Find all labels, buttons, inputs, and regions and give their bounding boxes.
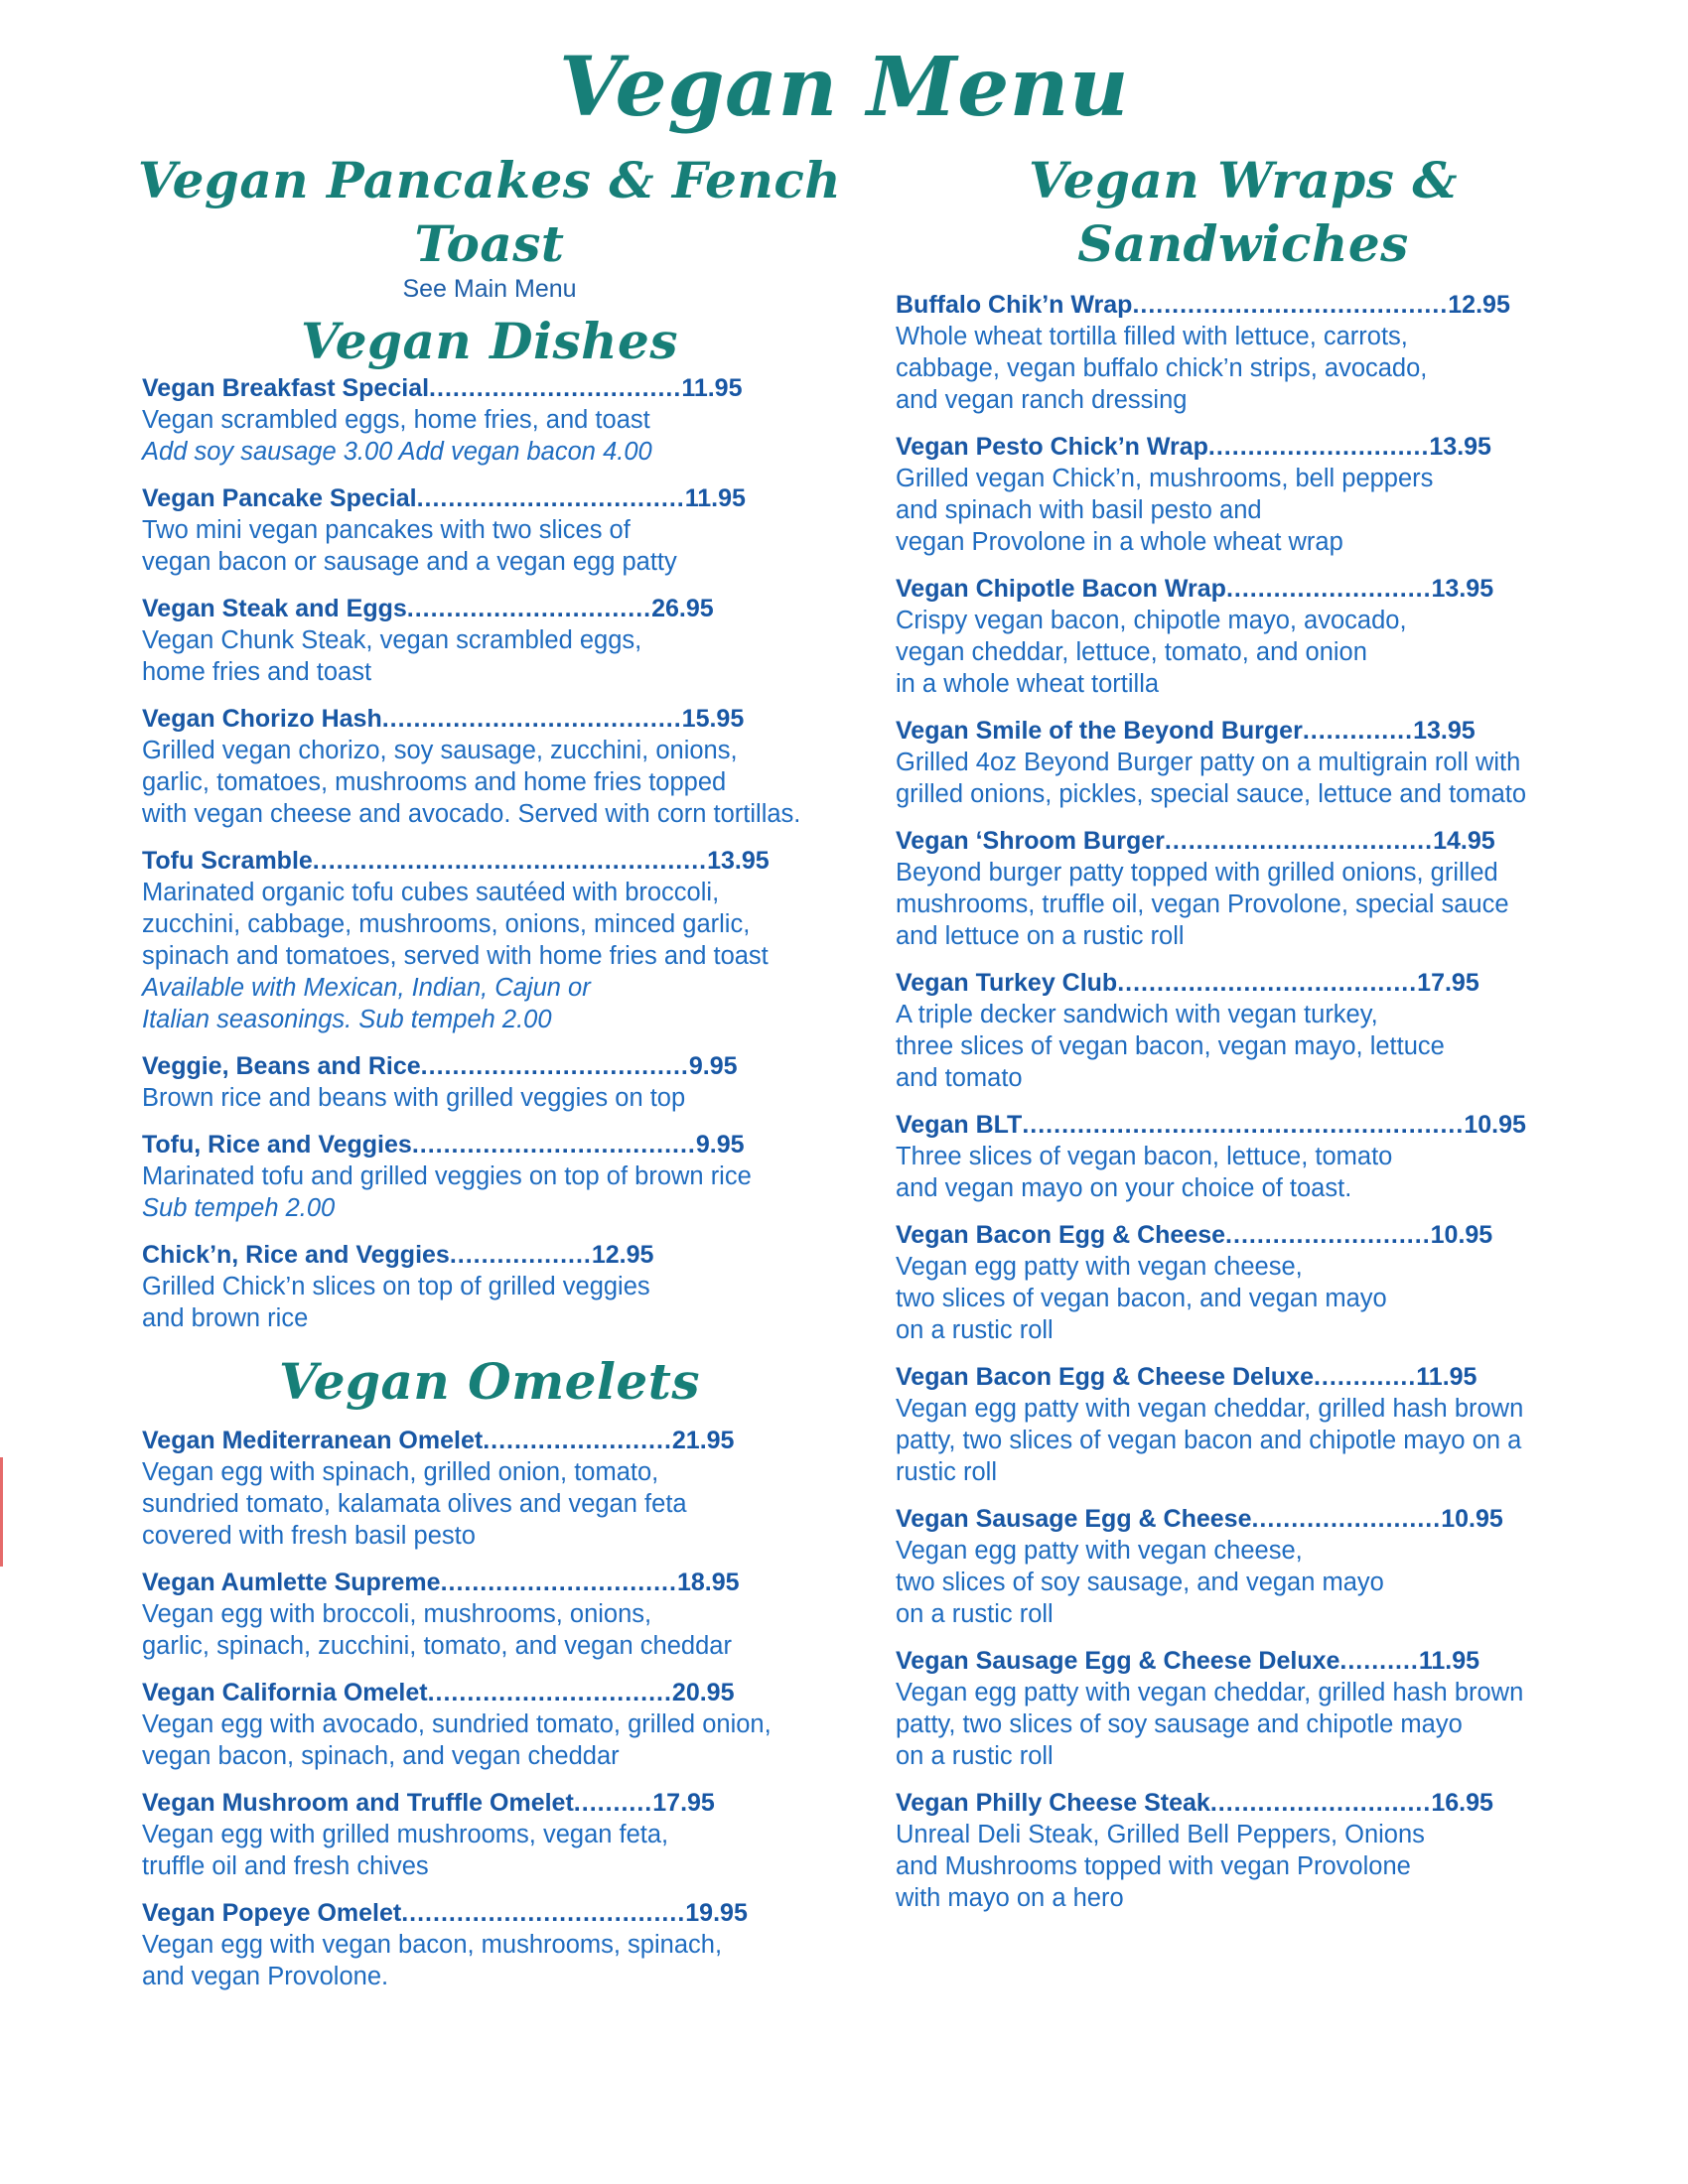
menu-item (142, 704, 857, 830)
menu-item-name: Vegan BLT (896, 1111, 1023, 1139)
menu-item-header (142, 1898, 857, 1929)
menu-item-description: Grilled vegan chorizo, soy sausage, zucchini, onions, garlic, tomatoes, mushrooms and home fries topped with vegan cheese and avocado. Served with corn tortillas. (142, 737, 801, 828)
menu-item-header (896, 968, 1591, 999)
menu-item-name: Vegan Breakfast Special (142, 374, 430, 402)
menu-item-price: 13.95 (1431, 575, 1494, 603)
menu-item-description: Two mini vegan pancakes with two slices of vegan bacon or sausage and a vegan egg patty (142, 516, 677, 576)
menu-item-leader-dots: .................................. (420, 1052, 689, 1080)
menu-item (896, 1110, 1591, 1204)
menu-item-name: Vegan Chorizo Hash (142, 705, 382, 733)
menu-item-name: Vegan Turkey Club (896, 969, 1118, 997)
menu-item-header (896, 1788, 1591, 1819)
menu-item-name: Vegan ‘Shroom Burger (896, 827, 1165, 855)
menu-item (896, 826, 1591, 952)
menu-item-header (142, 1051, 857, 1082)
menu-item-price: 11.95 (1418, 1647, 1480, 1675)
menu-item-header (896, 290, 1591, 321)
menu-item-description: Vegan scrambled eggs, home fries, and toast (142, 406, 650, 434)
menu-item-price: 14.95 (1433, 827, 1495, 855)
menu-item-leader-dots: .......................... (1225, 1221, 1431, 1249)
menu-item-note: Sub tempeh 2.00 (142, 1194, 336, 1222)
menu-item-header (142, 1568, 857, 1598)
menu-item (142, 1051, 857, 1114)
right-column (896, 149, 1591, 1930)
menu-item-price: 11.95 (1416, 1363, 1477, 1391)
menu-item-price: 10.95 (1441, 1505, 1503, 1533)
menu-item-price: 10.95 (1464, 1111, 1526, 1139)
dishes-list (142, 373, 857, 1334)
menu-item-price: 13.95 (707, 847, 770, 875)
dishes-section-title: Vegan Dishes (301, 312, 678, 370)
menu-item-leader-dots: .................. (449, 1241, 592, 1269)
menu-item-name: Vegan Sausage Egg & Cheese Deluxe (896, 1647, 1340, 1675)
menu-item-name: Tofu, Rice and Veggies (142, 1131, 412, 1159)
menu-item-name: Chick’n, Rice and Veggies (142, 1241, 450, 1269)
menu-item-leader-dots: ................................ (429, 374, 682, 402)
menu-item-description: Marinated tofu and grilled veggies on top of brown rice (142, 1162, 752, 1190)
menu-item-note: Add soy sausage 3.00 Add vegan bacon 4.00 (142, 438, 652, 466)
menu-item-leader-dots: .................................... (401, 1899, 686, 1927)
menu-item-leader-dots: ........................ (483, 1427, 672, 1454)
wraps-list (896, 290, 1591, 1914)
menu-item-leader-dots: .............................. (440, 1569, 677, 1596)
menu-item-description: Vegan egg patty with vegan cheese, two slices of vegan bacon, and vegan mayo on a rustic roll (896, 1253, 1387, 1344)
left-column (137, 149, 857, 2008)
menu-item-name: Vegan Sausage Egg & Cheese (896, 1505, 1252, 1533)
menu-title: Vegan Menu (558, 40, 1130, 135)
menu-item (896, 1362, 1591, 1488)
menu-item-price: 12.95 (1448, 291, 1510, 319)
menu-item-leader-dots: ........................................ (1132, 291, 1449, 319)
menu-item-leader-dots: .............. (1302, 717, 1414, 745)
menu-item-leader-dots: .................................. (416, 484, 685, 512)
menu-item-header (896, 716, 1591, 747)
menu-item-name: Vegan Bacon Egg & Cheese Deluxe (896, 1363, 1314, 1391)
menu-item-leader-dots: ........................ (1251, 1505, 1442, 1533)
menu-item (896, 1220, 1591, 1346)
menu-item-price: 17.95 (652, 1789, 715, 1817)
menu-item-name: Vegan California Omelet (142, 1679, 428, 1706)
pancakes-section-title: Vegan Pancakes & Fench Toast (137, 151, 842, 273)
menu-item-name: Vegan Chipotle Bacon Wrap (896, 575, 1226, 603)
menu-item-name: Vegan Popeye Omelet (142, 1899, 402, 1927)
menu-item-description: Vegan egg with spinach, grilled onion, tomato, sundried tomato, kalamata olives and vegan feta covered with fresh basil pesto (142, 1458, 687, 1550)
menu-item-leader-dots: .................................. (1164, 827, 1434, 855)
menu-item (142, 1426, 857, 1552)
menu-item-leader-dots: ............................... (427, 1679, 672, 1706)
menu-item (142, 373, 857, 468)
menu-item-header (896, 1646, 1591, 1677)
menu-item-description: Vegan egg patty with vegan cheese, two slices of soy sausage, and vegan mayo on a rustic roll (896, 1537, 1384, 1628)
menu-item-description: A triple decker sandwich with vegan turkey, three slices of vegan bacon, vegan mayo, lettuce and tomato (896, 1001, 1445, 1092)
menu-item-name: Vegan Philly Cheese Steak (896, 1789, 1210, 1817)
menu-item-leader-dots: ...................................... (1117, 969, 1418, 997)
menu-item-name: Vegan Steak and Eggs (142, 595, 407, 622)
menu-item-price: 16.95 (1431, 1789, 1493, 1817)
menu-item-description: Marinated organic tofu cubes sautéed with broccoli, zucchini, cabbage, mushrooms, onions, minced garlic, spinach and tomatoes, served with home fries and toast (142, 879, 769, 970)
menu-item-price: 19.95 (685, 1899, 748, 1927)
menu-item (896, 290, 1591, 416)
menu-item (896, 1646, 1591, 1772)
menu-item (142, 594, 857, 688)
menu-item-description: Three slices of vegan bacon, lettuce, tomato and vegan mayo on your choice of toast. (896, 1143, 1393, 1202)
menu-item-header (142, 483, 857, 514)
menu-item-price: 9.95 (688, 1052, 738, 1080)
menu-item-header (896, 826, 1591, 857)
menu-item (142, 1568, 857, 1662)
menu-item-leader-dots: .................................................. (312, 847, 708, 875)
menu-item-name: Vegan Pancake Special (142, 484, 417, 512)
menu-item (142, 1898, 857, 1992)
menu-item-description: Vegan egg with vegan bacon, mushrooms, spinach, and vegan Provolone. (142, 1931, 723, 1990)
menu-item-header (142, 373, 857, 404)
menu-item-leader-dots: .......... (1339, 1647, 1419, 1675)
menu-item-header (142, 704, 857, 735)
menu-item-price: 10.95 (1430, 1221, 1493, 1249)
menu-item-header (896, 1110, 1591, 1141)
menu-item-price: 9.95 (695, 1131, 745, 1159)
menu-item-price: 13.95 (1429, 433, 1491, 461)
menu-item-header (896, 1504, 1591, 1535)
menu-item (142, 1788, 857, 1882)
menu-item-leader-dots: .................................... (411, 1131, 696, 1159)
menu-item-header (896, 432, 1591, 463)
menu-item (142, 1130, 857, 1224)
menu-item-description: Grilled 4oz Beyond Burger patty on a multigrain roll with grilled onions, pickles, special sauce, lettuce and tomato (896, 749, 1527, 808)
menu-item-price: 11.95 (681, 374, 743, 402)
menu-item-description: Vegan egg patty with vegan cheddar, grilled hash brown patty, two slices of vegan bacon and chipotle mayo on a rustic roll (896, 1395, 1524, 1486)
menu-item-name: Tofu Scramble (142, 847, 313, 875)
menu-item-description: Grilled vegan Chick’n, mushrooms, bell peppers and spinach with basil pesto and vegan Provolone in a whole wheat wrap (896, 465, 1434, 556)
menu-item (896, 1788, 1591, 1914)
menu-item (896, 968, 1591, 1094)
menu-item-header (896, 1220, 1591, 1251)
menu-item-name: Vegan Pesto Chick’n Wrap (896, 433, 1208, 461)
menu-item-price: 12.95 (591, 1241, 654, 1269)
menu-item-price: 26.95 (651, 595, 714, 622)
menu-item-header (142, 1678, 857, 1708)
menu-item-header (142, 1426, 857, 1456)
menu-item-price: 11.95 (684, 484, 746, 512)
menu-item (896, 574, 1591, 700)
menu-item-name: Veggie, Beans and Rice (142, 1052, 421, 1080)
menu-item-header (142, 846, 857, 877)
menu-item-price: 15.95 (681, 705, 745, 733)
pancakes-section-note: See Main Menu (402, 275, 577, 303)
menu-item-description: Vegan egg with broccoli, mushrooms, onions, garlic, spinach, zucchini, tomato, and vegan cheddar (142, 1600, 732, 1660)
menu-item-header (142, 1788, 857, 1819)
omelets-list (142, 1426, 857, 1992)
omelets-section-title: Vegan Omelets (279, 1352, 700, 1411)
menu-item (896, 432, 1591, 558)
menu-item-leader-dots: ............................ (1207, 433, 1430, 461)
menu-item-description: Whole wheat tortilla filled with lettuce, carrots, cabbage, vegan buffalo chick’n strips, avocado, and vegan ranch dressing (896, 323, 1428, 414)
menu-item-header (896, 1362, 1591, 1393)
menu-item-header (896, 574, 1591, 605)
wraps-section-title: Vegan Wraps & Sandwiches (1029, 151, 1458, 273)
menu-item (142, 483, 857, 578)
menu-item-description: Unreal Deli Steak, Grilled Bell Peppers, Onions and Mushrooms topped with vegan Provolone with mayo on a hero (896, 1821, 1425, 1912)
menu-item-leader-dots: .......................... (1225, 575, 1432, 603)
menu-item (896, 716, 1591, 810)
menu-item-name: Vegan Mushroom and Truffle Omelet (142, 1789, 574, 1817)
menu-item-description: Crispy vegan bacon, chipotle mayo, avocado, vegan cheddar, lettuce, tomato, and onion in a whole wheat tortilla (896, 607, 1407, 698)
menu-item-price: 18.95 (676, 1569, 740, 1596)
menu-item-name: Vegan Mediterranean Omelet (142, 1427, 484, 1454)
menu-item-leader-dots: .......... (573, 1789, 653, 1817)
menu-item-price: 13.95 (1413, 717, 1476, 745)
menu-item-description: Grilled Chick’n slices on top of grilled veggies and brown rice (142, 1273, 650, 1332)
menu-item-header (142, 594, 857, 624)
menu-item-leader-dots: ............. (1313, 1363, 1417, 1391)
menu-item-header (142, 1130, 857, 1160)
menu-item-name: Vegan Smile of the Beyond Burger (896, 717, 1303, 745)
menu-item-leader-dots: ............................... (406, 595, 652, 622)
menu-item-description: Brown rice and beans with grilled veggies on top (142, 1084, 686, 1112)
menu-item-note: Available with Mexican, Indian, Cajun or Italian seasonings. Sub tempeh 2.00 (142, 974, 591, 1033)
menu-item (142, 1678, 857, 1772)
menu-item-description: Vegan egg with avocado, sundried tomato, grilled onion, vegan bacon, spinach, and vegan cheddar (142, 1710, 772, 1770)
menu-item-description: Vegan Chunk Steak, vegan scrambled eggs, home fries and toast (142, 626, 642, 686)
menu-item-leader-dots: ............................ (1209, 1789, 1432, 1817)
menu-item (142, 1240, 857, 1334)
menu-item (896, 1504, 1591, 1630)
menu-item-leader-dots: ...................................... (381, 705, 682, 733)
menu-item-description: Beyond burger patty topped with grilled onions, grilled mushrooms, truffle oil, vegan Provolone, special sauce and lettuce on a rustic roll (896, 859, 1509, 950)
edge-accent-mark (0, 1457, 3, 1567)
menu-item-name: Vegan Aumlette Supreme (142, 1569, 441, 1596)
menu-item-name: Buffalo Chik’n Wrap (896, 291, 1133, 319)
menu-item-leader-dots: ........................................................ (1022, 1111, 1465, 1139)
menu-item-price: 20.95 (671, 1679, 735, 1706)
menu-item-price: 21.95 (671, 1427, 735, 1454)
menu-item-header (142, 1240, 857, 1271)
menu-item (142, 846, 857, 1035)
menu-item-description: Vegan egg patty with vegan cheddar, grilled hash brown patty, two slices of soy sausage and chipotle mayo on a rustic roll (896, 1679, 1524, 1770)
menu-item-description: Vegan egg with grilled mushrooms, vegan feta, truffle oil and fresh chives (142, 1821, 669, 1880)
menu-item-name: Vegan Bacon Egg & Cheese (896, 1221, 1226, 1249)
menu-item-price: 17.95 (1417, 969, 1479, 997)
